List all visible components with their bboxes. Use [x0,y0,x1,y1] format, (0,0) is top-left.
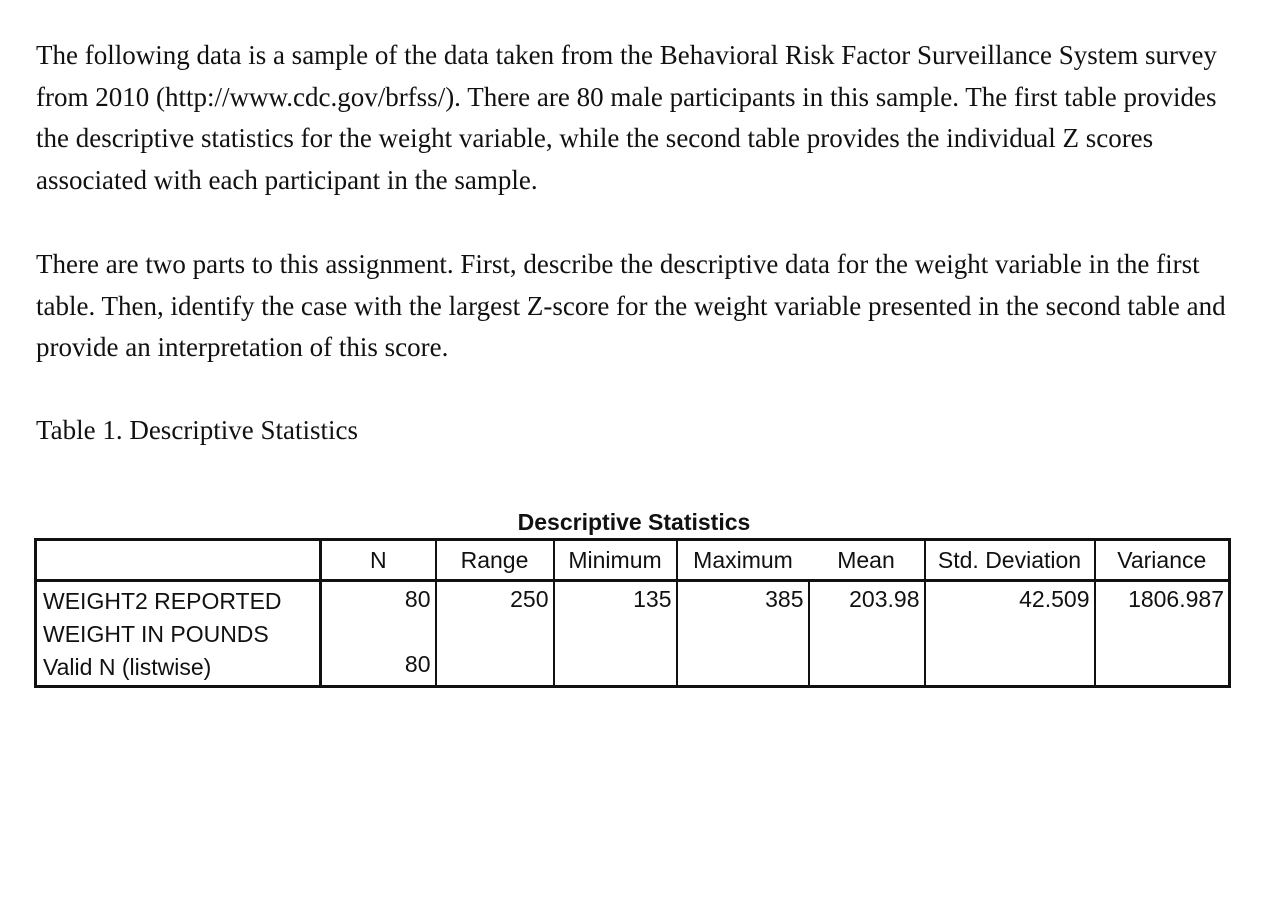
cell-minimum: 135 [554,581,677,652]
cell-std-deviation [925,651,1095,687]
row-label: Valid N (listwise) [43,654,212,680]
header-cell-range: Range [436,540,554,581]
cell-range [436,651,554,687]
header-cell-variance: Variance [1095,540,1230,581]
header-cell-mean: Mean [809,540,925,581]
intro-paragraph: The following data is a sample of the data taken from the Behavioral Risk Factor Surveillance System survey from 2010 (http://www.cdc.gov/brfss/). There are 80 male participants in this sample. The first table provides the descriptive statistics for the weight variable, while the second table provides the individual Z scores associated with each participant in the sample. [36,40,1217,195]
table-row [36,651,1230,687]
header-cell-label [36,540,321,581]
cell-mean: 203.98 [809,581,925,652]
cell-range: 250 [436,581,554,652]
cell-mean [809,651,925,687]
cell-maximum: 385 [677,581,809,652]
cell-variance [1095,651,1230,687]
header-cell-std-deviation: Std. Deviation [925,540,1095,581]
assignment-paragraph: There are two parts to this assignment. First, describe the descriptive data for the weight variable in the first table. Then, identify the case with the largest Z-score for the weight variable presented in the second table and provide an interpretation of this score. [36,249,1226,362]
header-cell-n: N [321,540,436,581]
cell-minimum [554,651,677,687]
cell-n: 80 [321,581,436,652]
descriptive-statistics-table [34,538,1231,688]
header-row [36,540,1230,581]
table-title: Descriptive Statistics [517,509,751,535]
cell-std-deviation: 42.509 [925,581,1095,652]
table-caption: Table 1. Descriptive Statistics [36,415,359,445]
cell-variance: 1806.987 [1095,581,1230,652]
table-row [36,581,1230,652]
cell-n: 80 [321,651,436,687]
row-label: WEIGHT2 REPORTED WEIGHT IN POUNDS [43,588,282,647]
header-cell-maximum: Maximum [677,540,809,581]
cell-maximum [677,651,809,687]
header-cell-minimum: Minimum [554,540,677,581]
